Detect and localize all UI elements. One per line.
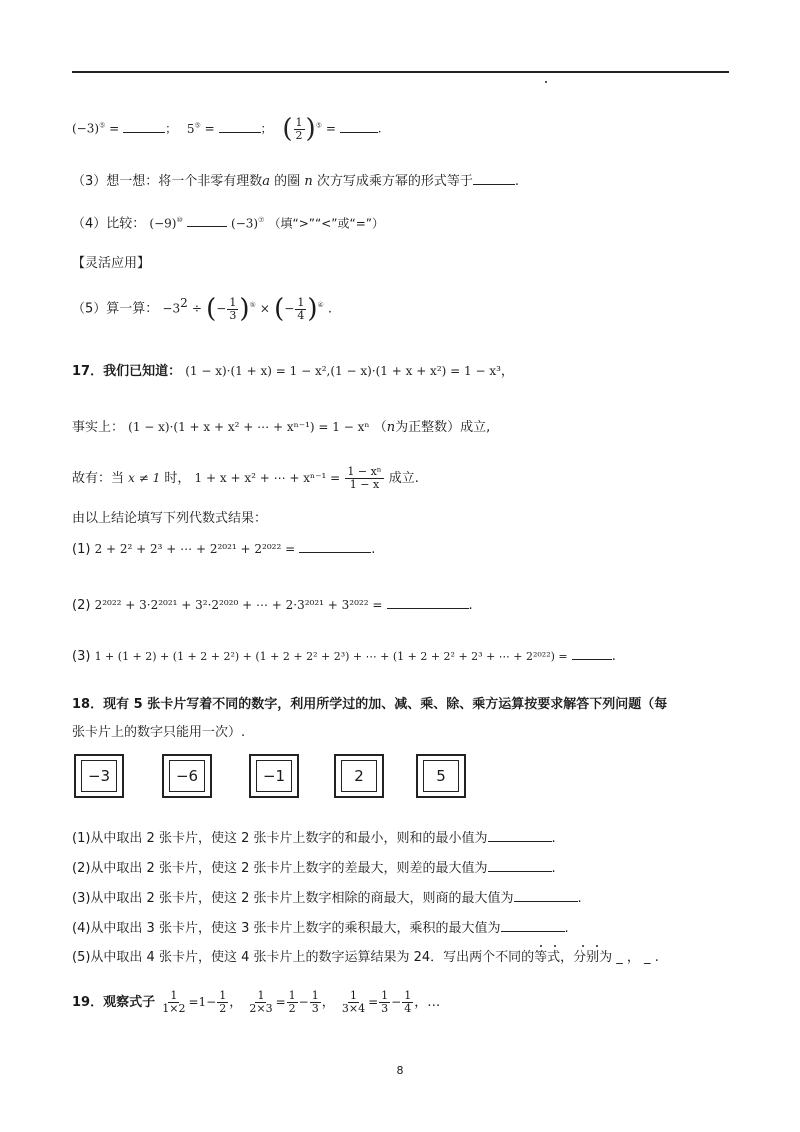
emphasis-dot [596, 945, 598, 947]
q17-item-2: (2) 2²⁰²² + 3·2²⁰²¹ + 3²·2²⁰²⁰ + ⋯ + 2·3²⁰²¹ + 3²⁰²² = . [72, 598, 473, 613]
q16-part3: （3）想一想：将一个非零有理数a 的圈 n 次方写成乘方幂的形式等于 . [72, 174, 519, 189]
q17-fact: 事实上： (1 − x)·(1 + x + x² + ⋯ + xⁿ⁻¹) = 1 − xⁿ （n为正整数）成立, [72, 420, 491, 435]
q16-part5: （5）算一算： $-3^2$ ÷ (− $\frac{1}{3}$ )⑤ × (− $\frac{1}{4}$ )④ . [72, 294, 333, 324]
page-number: 8 [396, 1064, 404, 1077]
q17-task: 由以上结论填写下列代数式结果： [72, 511, 268, 526]
q18-item-3: (3)从中取出 2 张卡片，使这 2 张卡片上数字相除的商最大，则商的最大值为 . [72, 891, 582, 906]
q17-item-1: (1) 2 + 2² + 2³ + ⋯ + 2²⁰²¹ + 2²⁰²² = . [72, 542, 376, 557]
emphasis-dot [582, 945, 584, 947]
number-card: 2 [334, 754, 384, 798]
q18-item-1: (1)从中取出 2 张卡片，使这 2 张卡片上数字的和最小，则和的最小值为 . [72, 831, 556, 846]
number-card: −1 [249, 754, 299, 798]
q18-intro-1: 18．现有 5 张卡片写着不同的数字，利用所学过的加、减、乘、除、乘方运算按要求解答下列问题（每 [72, 697, 668, 712]
header-rule [72, 71, 729, 73]
q18-item-2: (2)从中取出 2 张卡片，使这 2 张卡片上数字的差最大，则差的最大值为 . [72, 861, 556, 876]
q18-item-4: (4)从中取出 3 张卡片，使这 3 张卡片上数字的乘积最大，乘积的最大值为 . [72, 921, 569, 936]
emphasis-dot [554, 945, 556, 947]
scan-speck [545, 81, 547, 83]
q17-therefore: 故有：当 x ≠ 1 时， 1 + x + x² + ⋯ + xⁿ⁻¹ = $\frac{\text{1 − xⁿ}}{1 - x}$ 成立. [72, 465, 419, 491]
q17-intro: 17．我们已知道： (1 − x)·(1 + x) = 1 − x²,(1 − x)·(1 + x + x²) = 1 − x³， [72, 364, 514, 379]
q16-part4: （4）比较： (−9)⑩ (−3)⑦ （填“>”“<”或“=”） [72, 216, 384, 232]
number-card: −3 [74, 754, 124, 798]
q17-item-3: (3) 1 + (1 + 2) + (1 + 2 + 2²) + (1 + 2 + 2² + 2³) + ⋯ + (1 + 2 + 2² + 2³ + ⋯ + 2²⁰²²) = . [72, 649, 616, 664]
number-card: −6 [162, 754, 212, 798]
number-card: 5 [416, 754, 466, 798]
q16-powers-line: (−3)⑤ = ； 5⑤ = ； ( $\frac{1}{2}$ )⑤ = . [72, 114, 382, 144]
emphasis-dot [540, 945, 542, 947]
section-flexible-application: 【灵活应用】 [72, 256, 151, 271]
q18-intro-2: 张卡片上的数字只能用一次）. [72, 725, 246, 740]
q18-item-5: (5)从中取出 4 张卡片，使这 4 张卡片上的数字运算结果为 24．写出两个不同的等式，分别为 _ ， _ . [72, 950, 659, 965]
q19-intro: 19．观察式子 $\frac{1}{1\times 2}$ =1− $\frac{1}{2}$ ， $\frac{1}{2\times 3}$ = $\frac{1}{2}$ − $\frac{1}{3}$ ， $\frac{1}{3\times 4}$ = $\frac{1}{3}$ − $\frac{1}{4}$ ，… [72, 989, 441, 1015]
